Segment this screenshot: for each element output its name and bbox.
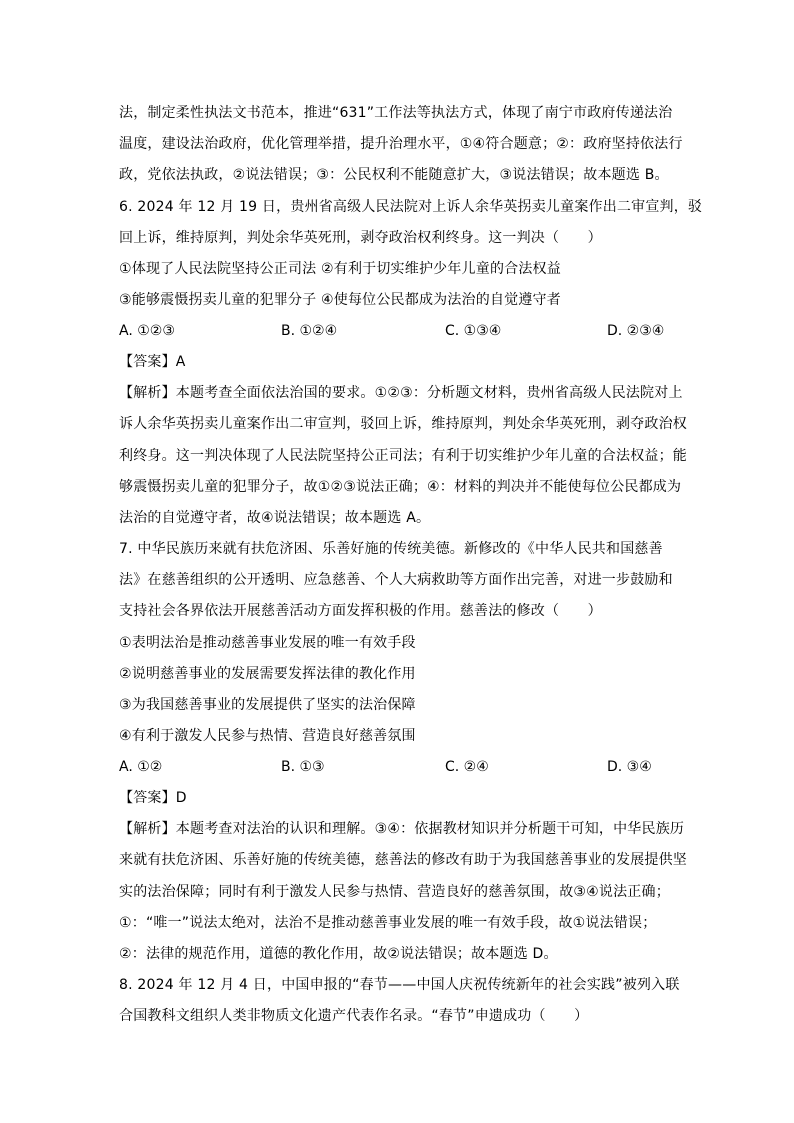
question-6-options [119,321,679,341]
text-line: 回上诉，维持原判，判处余华英死刑，剥夺政治权利终身。这一判决（ ） [119,230,602,246]
question-6-stem: 6. 2024 年 12 月 19 日，贵州省高级人民法院对上诉人余华英拐卖儿童案作出二审宣判，驳 [119,199,703,215]
option-b: B. ①②④ [281,323,338,339]
analysis-text: 诉人余华英拐卖儿童案作出二审宣判，驳回上诉，维持原判，判处余华英死刑，剥夺政治权 [119,416,687,432]
option-a: A. ①②③ [119,323,175,339]
analysis-text: 【解析】本题考查全面依法治国的要求。①②③：分析题文材料，贵州省高级人民法院对上 [119,385,683,401]
text-line: 支持社会各界依法开展慈善活动方面发挥积极的作用。慈善法的修改（ ） [119,603,602,619]
analysis-text: 实的法治保障；同时有利于激发人民参与热情、营造良好的慈善氛围，故③④说法正确； [119,884,670,900]
option-a: A. ①② [119,759,163,775]
option-d: D. ②③④ [607,323,665,339]
text-line: 合国教科文组织人类非物质文化遗产代表作名录。“春节”申遗成功（ ） [119,1008,589,1024]
question-8-stem: 8. 2024 年 12 月 4 日，中国申报的“春节——中国人庆祝传统新年的社会实践”被列入联 [119,977,680,993]
option-d: D. ③④ [607,759,652,775]
analysis-text: ②：法律的规范作用，道德的教化作用，故②说法错误；故本题选 D。 [119,946,558,962]
option-c: C. ①③④ [445,323,502,339]
question-6-statement: ①体现了人民法院坚持公正司法 ②有利于切实维护少年儿童的合法权益 [119,261,561,277]
option-b: B. ①③ [281,759,325,775]
question-7-options [119,757,679,777]
question-7-statement: ③为我国慈善事业的发展提供了坚实的法治保障 [119,697,416,713]
text-line: 政，党依法执政，②说法错误；③：公民权利不能随意扩大，③说法错误；故本题选 B。 [119,167,669,183]
question-7-statement: ④有利于激发人民参与热情、营造良好慈善氛围 [119,728,416,744]
question-7-statement: ②说明慈善事业的发展需要发挥法律的教化作用 [119,666,416,682]
question-6-statement: ③能够震慑拐卖儿童的犯罪分子 ④使每位公民都成为法治的自觉遵守者 [119,292,561,308]
question-7-stem: 7. 中华民族历来就有扶危济困、乐善好施的传统美德。新修改的《中华人民共和国慈善 [119,541,663,557]
text-line: 法，制定柔性执法文书范本，推进“631”工作法等执法方式，体现了南宁市政府传递法治 [119,105,673,121]
answer-label: 【答案】A [119,354,186,370]
option-c: C. ②④ [445,759,489,775]
text-line: 温度，建设法治政府，优化管理举措，提升治理水平，①④符合题意；②：政府坚持依法行 [119,136,683,152]
analysis-text: 法治的自觉遵守者，故④说法错误；故本题选 A。 [119,510,431,526]
analysis-text: ①：“唯一”说法太绝对，法治不是推动慈善事业发展的唯一有效手段，故①说法错误； [119,915,657,931]
analysis-text: 利终身。这一判决体现了人民法院坚持公正司法；有利于切实维护少年儿童的合法权益；能 [119,448,687,464]
analysis-text: 【解析】本题考查对法治的认识和理解。③④：依据教材知识并分析题干可知，中华民族历 [119,821,685,837]
answer-label: 【答案】D [119,790,187,806]
text-line: 法》在慈善组织的公开透明、应急慈善、个人大病救助等方面作出完善，对进一步鼓励和 [119,572,673,588]
question-7-statement: ①表明法治是推动慈善事业发展的唯一有效手段 [119,635,416,651]
analysis-text: 来就有扶危济困、乐善好施的传统美德，慈善法的修改有助于为我国慈善事业的发展提供坚 [119,852,687,868]
analysis-text: 够震慑拐卖儿童的犯罪分子，故①②③说法正确；④：材料的判决并不能使每位公民都成为 [119,479,682,495]
